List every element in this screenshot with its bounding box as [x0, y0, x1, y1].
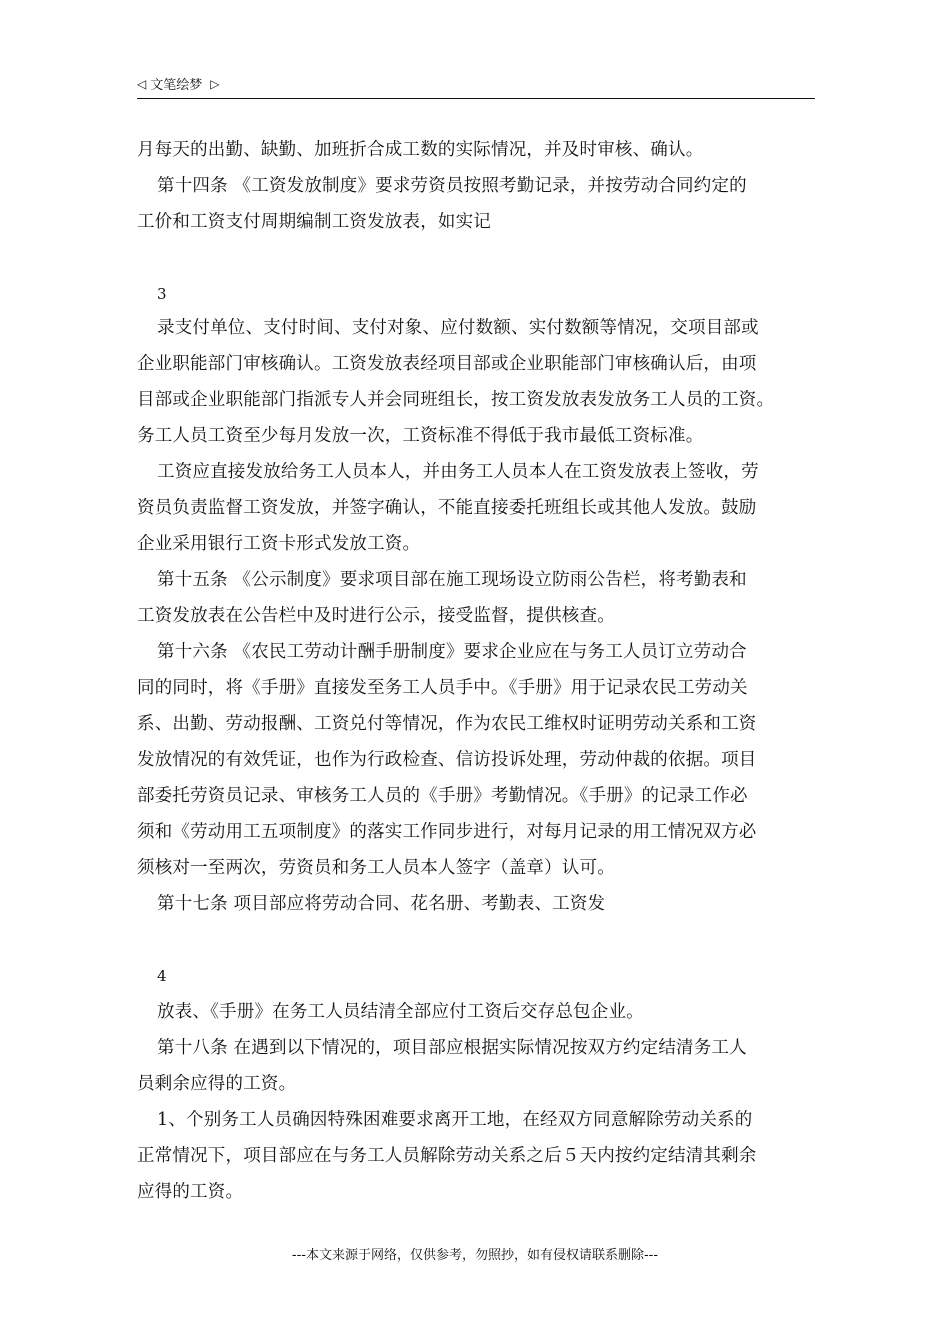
triangle-left-icon: ◁ [137, 76, 147, 91]
text-line: 务工人员工资至少每月发放一次，工资标准不得低于我市最低工资标准。 [137, 426, 704, 446]
text-line: 工价和工资支付周期编制工资发放表，如实记 [137, 212, 491, 232]
page-number: 4 [157, 967, 167, 985]
text-line: 第十七条 项目部应将劳动合同、花名册、考勤表、工资发 [157, 894, 606, 914]
text-line: 第十四条 《工资发放制度》要求劳资员按照考勤记录，并按劳动合同约定的 [157, 176, 747, 196]
text-line: 1、个别务工人员确因特殊困难要求离开工地，在经双方同意解除劳动关系的 [157, 1110, 753, 1130]
text-line: 工资应直接发放给务工人员本人，并由务工人员本人在工资发放表上签收，劳 [157, 462, 759, 482]
text-line: 企业职能部门审核确认。工资发放表经项目部或企业职能部门审核确认后，由项 [137, 354, 757, 374]
triangle-right-icon: ▷ [210, 76, 220, 91]
text-line: 资员负责监督工资发放，并签字确认，不能直接委托班组长或其他人发放。鼓励 [137, 498, 757, 518]
text-line: 放表、《手册》在务工人员结清全部应付工资后交存总包企业。 [157, 1002, 644, 1022]
text-line: 系、出勤、劳动报酬、工资兑付等情况，作为农民工维权时证明劳动关系和工资 [137, 714, 757, 734]
text-line: 应得的工资。 [137, 1182, 244, 1202]
text-line: 须和《劳动用工五项制度》的落实工作同步进行，对每月记录的用工情况双方必 [137, 822, 757, 842]
text-line: 发放情况的有效凭证，也作为行政检查、信访投诉处理，劳动仲裁的依据。项目 [137, 750, 757, 770]
text-line: 企业采用银行工资卡形式发放工资。 [137, 534, 421, 554]
text-line: 员剩余应得的工资。 [137, 1074, 297, 1094]
text-line: 第十六条 《农民工劳动计酬手册制度》要求企业应在与务工人员订立劳动合 [157, 642, 747, 662]
page-number: 3 [157, 285, 167, 303]
text-line: 工资发放表在公告栏中及时进行公示，接受监督，提供核查。 [137, 606, 615, 626]
text-line: 须核对一至两次，劳资员和务工人员本人签字（盖章）认可。 [137, 858, 615, 878]
text-line: 月每天的出勤、缺勤、加班折合成工数的实际情况，并及时审核、确认。 [137, 140, 704, 160]
text-line: 第十五条 《公示制度》要求项目部在施工现场设立防雨公告栏，将考勤表和 [157, 570, 747, 590]
text-line: 录支付单位、支付时间、支付对象、应付数额、实付数额等情况，交项目部或 [157, 318, 759, 338]
brand [137, 74, 219, 93]
brand-text: 文笔绘梦 [150, 78, 203, 93]
footer-disclaimer: ---本文来源于网络，仅供参考，勿照抄，如有侵权请联系删除--- [291, 1248, 659, 1263]
text-line: 目部或企业职能部门指派专人并会同班组长，按工资发放表发放务工人员的工资。 [137, 390, 775, 410]
text-line: 部委托劳资员记录、审核务工人员的《手册》考勤情况。《手册》的记录工作必 [137, 786, 748, 806]
text-line: 正常情况下，项目部应在与务工人员解除劳动关系之后５天内按约定结清其剩余 [137, 1146, 757, 1166]
text-line: 同的同时，将《手册》直接发至务工人员手中。《手册》用于记录农民工劳动关 [137, 678, 748, 698]
text-line: 第十八条 在遇到以下情况的，项目部应根据实际情况按双方约定结清务工人 [157, 1038, 747, 1058]
page-header [137, 72, 815, 99]
